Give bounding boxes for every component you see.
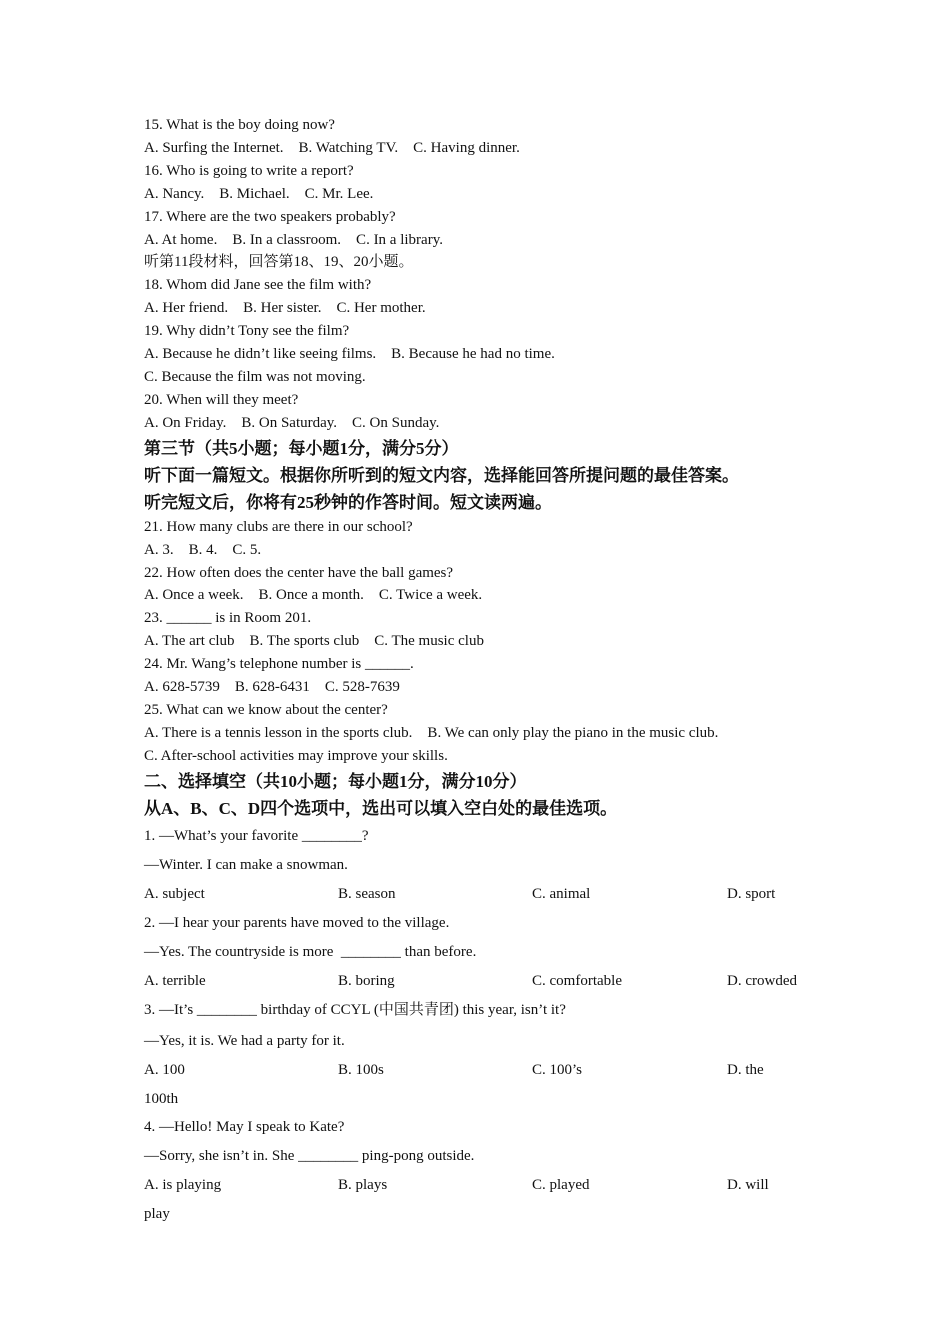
answer-options	[144, 1171, 824, 1200]
answer-options	[144, 1056, 824, 1085]
multiple-choice-question	[144, 909, 824, 996]
question-line: 21. How many clubs are there in our school?	[144, 518, 413, 535]
options-line: A. Nancy. B. Michael. C. Mr. Lee.	[144, 185, 374, 202]
section-instruction: 听下面一篇短文。根据你所听到的短文内容，选择能回答所提问题的最佳答案。	[144, 465, 739, 485]
multiple-choice-question	[144, 1113, 824, 1228]
options-line: A. There is a tennis lesson in the sports club. B. We can only play the piano in the music club.	[144, 724, 719, 741]
multiple-choice-question	[144, 822, 824, 909]
option-c: C. played	[532, 1176, 590, 1193]
question-line: 23. ______ is in Room 201.	[144, 610, 312, 627]
section-heading: 第三节（共5小题；每小题1分，满分5分）	[144, 438, 459, 458]
options-line: A. On Friday. B. On Saturday. C. On Sunday.	[144, 414, 440, 431]
options-line: C. Because the film was not moving.	[144, 368, 366, 385]
question-reply: —Yes, it is. We had a party for it.	[144, 1032, 345, 1049]
options-line: A. Because he didn’t like seeing films. B. Because he had no time.	[144, 346, 555, 363]
options-line: C. After-school activities may improve your skills.	[144, 747, 448, 764]
options-line: A. Once a week. B. Once a month. C. Twice a week.	[144, 587, 483, 604]
answer-options	[144, 880, 824, 909]
question-reply: —Sorry, she isn’t in. She ________ ping-pong outside.	[144, 1147, 475, 1164]
question-line: 20. When will they meet?	[144, 391, 299, 408]
options-line: A. 628-5739 B. 628-6431 C. 528-7639	[144, 679, 400, 696]
option-a: A. is playing	[144, 1176, 222, 1193]
option-d-wrap: 100th	[144, 1090, 179, 1107]
question-reply: —Yes. The countryside is more ________ than before.	[144, 943, 477, 960]
section3-header	[144, 435, 824, 516]
option-d: D. sport	[727, 885, 776, 902]
question-line: 19. Why didn’t Tony see the film?	[144, 323, 350, 340]
option-c: C. animal	[532, 885, 591, 902]
question-prompt: 4. —Hello! May I speak to Kate?	[144, 1118, 345, 1135]
options-line: A. Surfing the Internet. B. Watching TV. C. Having dinner.	[144, 139, 520, 156]
option-b: B. 100s	[338, 1061, 384, 1078]
multiple-choice-question	[144, 996, 824, 1113]
part-instruction: 从A、B、C、D四个选项中，选出可以填入空白处的最佳选项。	[144, 798, 618, 818]
question-line: 24. Mr. Wang’s telephone number is ______.	[144, 656, 414, 673]
question-prompt: 1. —What’s your favorite ________?	[144, 827, 369, 844]
option-d-wrap: play	[144, 1205, 170, 1222]
listening-section3	[144, 516, 824, 768]
question-line: 22. How often does the center have the ball games?	[144, 564, 454, 581]
question-line: 16. Who is going to write a report?	[144, 162, 354, 179]
part-heading: 二、选择填空（共10小题；每小题1分，满分10分）	[144, 771, 527, 791]
question-line: 15. What is the boy doing now?	[144, 117, 335, 133]
option-a: A. subject	[144, 885, 205, 902]
options-line: A. At home. B. In a classroom. C. In a library.	[144, 231, 443, 248]
part2-header	[144, 768, 824, 822]
option-d: D. the	[727, 1061, 764, 1078]
option-c: C. 100’s	[532, 1061, 583, 1078]
question-line: 18. Whom did Jane see the film with?	[144, 277, 372, 294]
question-reply: —Winter. I can make a snowman.	[144, 856, 348, 873]
option-d: D. crowded	[727, 972, 797, 989]
option-c: C. comfortable	[532, 972, 622, 989]
listening-part1	[144, 114, 824, 435]
option-d: D. will	[727, 1176, 769, 1193]
option-b: B. plays	[338, 1176, 388, 1193]
option-b: B. boring	[338, 972, 395, 989]
section-instruction: 听完短文后，你将有25秒钟的作答时间。短文读两遍。	[144, 492, 552, 512]
question-line: 17. Where are the two speakers probably?	[144, 208, 396, 225]
options-line: A. The art club B. The sports club C. The music club	[144, 633, 484, 650]
question-prompt: 2. —I hear your parents have moved to the village.	[144, 914, 450, 931]
instruction-line: 听第11段材料，回答第18、19、20小题。	[144, 254, 414, 271]
answer-options	[144, 967, 824, 996]
question-line: 25. What can we know about the center?	[144, 701, 388, 718]
option-b: B. season	[338, 885, 396, 902]
option-a: A. 100	[144, 1061, 185, 1078]
question-prompt: 3. —It’s ________ birthday of CCYL (中国共青团) this year, isn’t it?	[144, 1001, 566, 1018]
options-line: A. Her friend. B. Her sister. C. Her mother.	[144, 300, 426, 317]
options-line: A. 3. B. 4. C. 5.	[144, 541, 262, 558]
page-content	[144, 114, 824, 1228]
option-a: A. terrible	[144, 972, 206, 989]
